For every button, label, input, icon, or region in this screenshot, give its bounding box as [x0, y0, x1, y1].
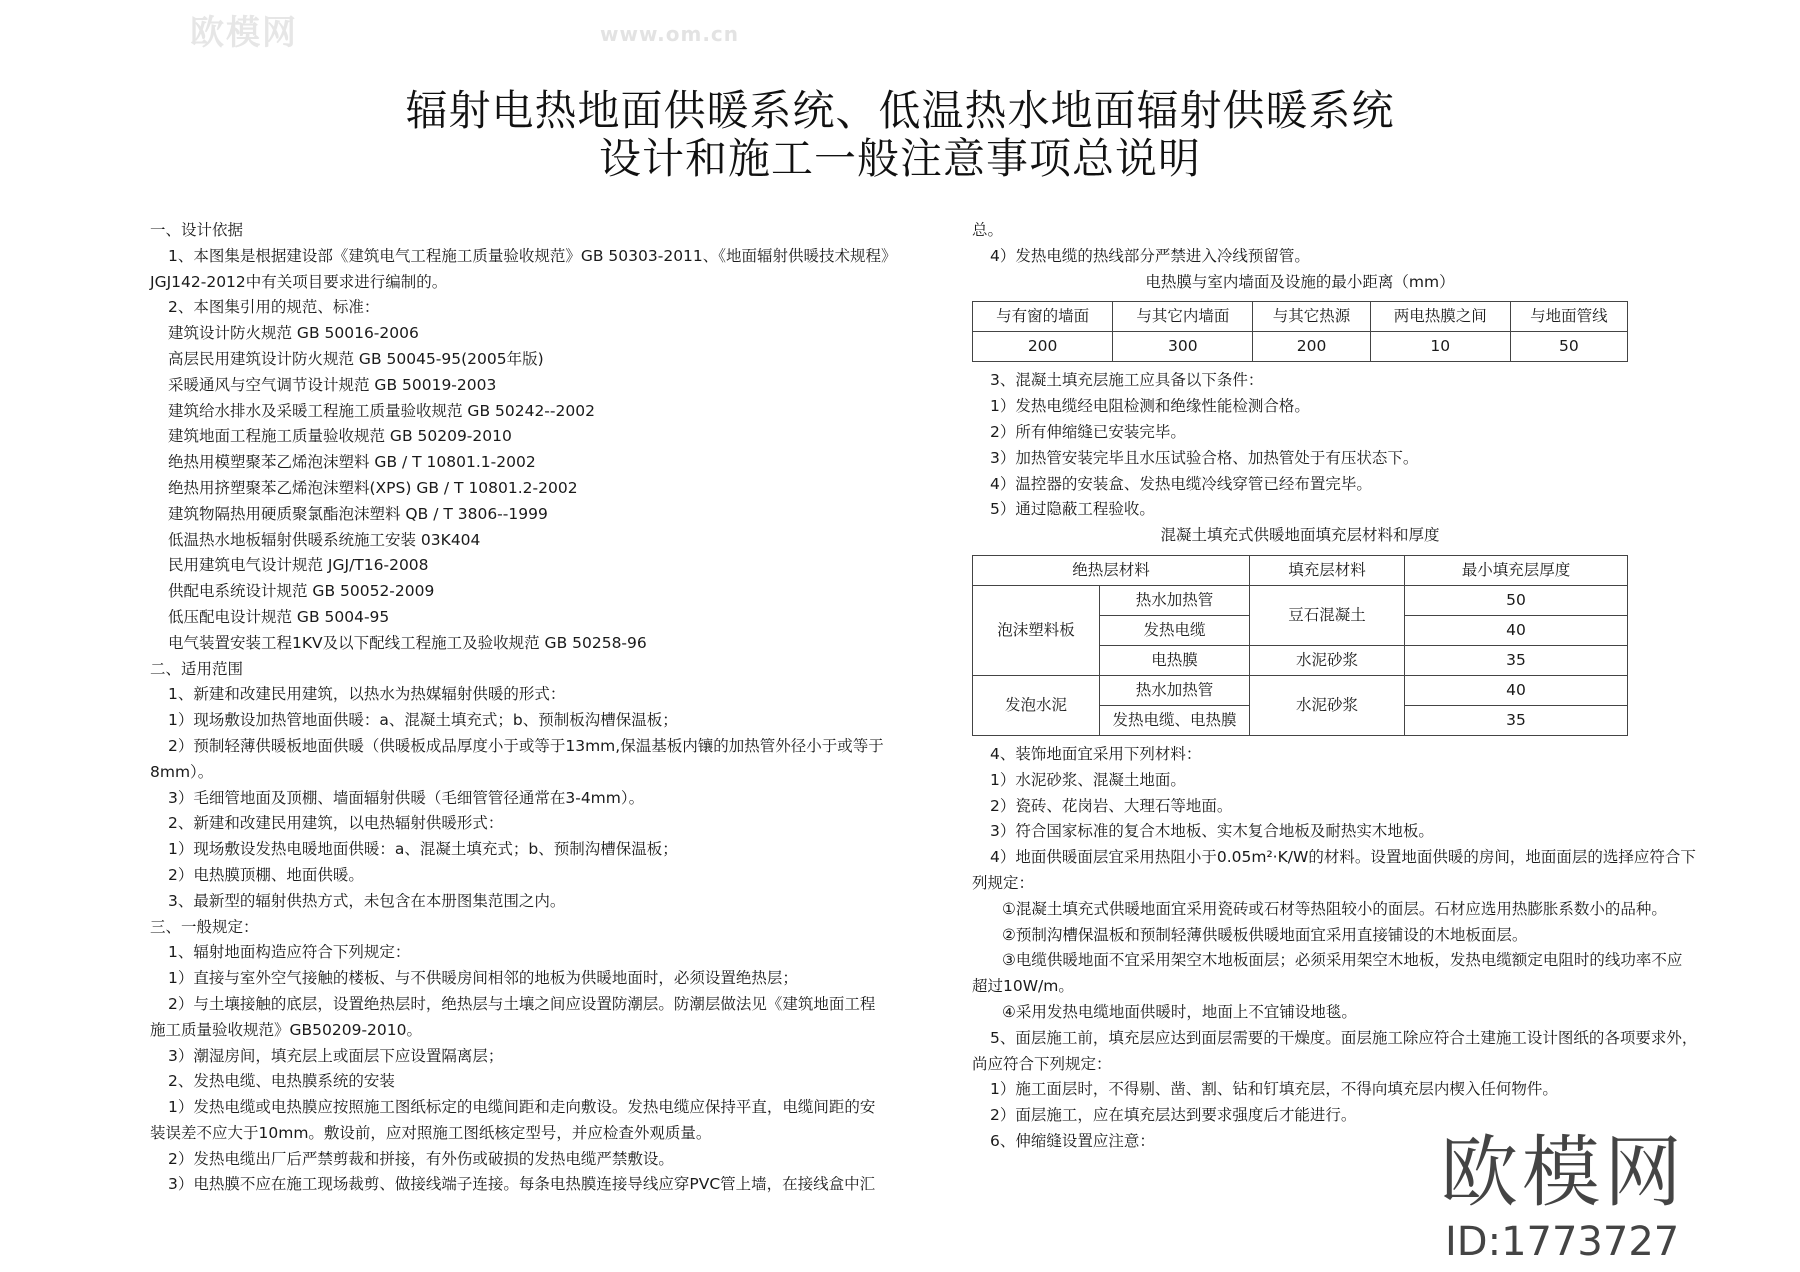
text-line: 5）通过隐蔽工程验收。 [990, 500, 1155, 519]
type-cell: 发热电缆 [1100, 615, 1250, 645]
text-line: 3）毛细管地面及顶棚、墙面辐射供暖（毛细管管径通常在3-4mm）。 [168, 788, 645, 807]
right-bottom-notes [972, 742, 1698, 1155]
thickness-cell: 50 [1405, 585, 1628, 615]
distance-header-cell: 与地面管线 [1510, 302, 1627, 332]
text-line: 3）电热膜不应在施工现场裁剪、做接线端子连接。每条电热膜连接导线应穿PVC管上墙，在接线盒中汇 [168, 1175, 876, 1194]
text-line: 1、新建和改建民用建筑，以热水为热媒辐射供暖的形式： [168, 685, 566, 704]
right-column [972, 218, 1698, 1155]
text-line: ④采用发热电缆地面供暖时，地面上不宜铺设地毯。 [1002, 1002, 1357, 1021]
distance-value-cell: 200 [1253, 332, 1370, 362]
watermark-url: www.om.cn [600, 22, 740, 46]
text-line: 2）所有伸缩缝已安装完毕。 [990, 422, 1186, 441]
text-line: 采暖通风与空气调节设计规范 GB 50019-2003 [168, 375, 497, 394]
text-line: ①混凝土填充式供暖地面宜采用瓷砖或石材等热阻较小的面层。石材应选用热膨胀系数小的品种。 [1002, 899, 1667, 918]
text-line: 4）地面供暖面层宜采用热阻小于0.05m²·K/W的材料。设置地面供暖的房间，地面面层的选择应符合下 [990, 848, 1696, 867]
table-row [973, 332, 1628, 362]
text-line: 建筑给水排水及采暖工程施工质量验收规范 GB 50242--2002 [168, 401, 595, 420]
type-cell: 热水加热管 [1100, 675, 1250, 705]
right-mid-notes [972, 368, 1632, 523]
type-cell: 热水加热管 [1100, 585, 1250, 615]
text-line: 1）发热电缆经电阻检测和绝缘性能检测合格。 [990, 397, 1310, 416]
distance-value-cell: 300 [1113, 332, 1253, 362]
text-line: 4）温控器的安装盒、发热电缆冷线穿管已经布置完毕。 [990, 474, 1372, 493]
distance-value-cell: 50 [1510, 332, 1627, 362]
text-line: 8mm）。 [150, 762, 214, 781]
text-line: 绝热用挤塑聚苯乙烯泡沫塑料(XPS) GB / T 10801.2-2002 [168, 478, 578, 497]
text-line: 3）符合国家标准的复合木地板、实木复合地板及耐热实木地板。 [990, 822, 1434, 841]
text-line: 超过10W/m。 [972, 977, 1074, 996]
section-heading: 三、一般规定： [150, 917, 259, 936]
section-heading: 一、设计依据 [150, 221, 244, 239]
text-line: 建筑地面工程施工质量验收规范 GB 50209-2010 [168, 427, 512, 446]
thickness-cell: 35 [1405, 705, 1628, 735]
text-line: 1）现场敷设发热电暖地面供暖：a、混凝土填充式；b、预制沟槽保温板； [168, 840, 678, 859]
text-line: 2、本图集引用的规范、标准： [168, 298, 380, 317]
table2-caption: 混凝土填充式供暖地面填充层材料和厚度 [1160, 526, 1440, 545]
fill-layer-table [972, 555, 1628, 736]
text-line: 3、最新型的辐射供热方式，未包含在本册图集范围之内。 [168, 891, 566, 910]
table1-caption: 电热膜与室内墙面及设施的最小距离（mm） [1145, 272, 1455, 291]
table-row [973, 675, 1628, 705]
type-cell: 发热电缆、电热膜 [1100, 705, 1250, 735]
text-line: 6、伸缩缝设置应注意： [990, 1131, 1155, 1150]
text-line: 3）潮湿房间，填充层上或面层下应设置隔离层； [168, 1046, 504, 1065]
fill-cell: 豆石混凝土 [1250, 585, 1405, 645]
min-distance-table [972, 301, 1628, 362]
table-row [973, 585, 1628, 615]
text-line: 1）直接与室外空气接触的楼板、与不供暖房间相邻的地板为供暖地面时，必须设置绝热层； [168, 969, 798, 988]
text-line: 2）发热电缆出厂后严禁剪裁和拼接，有外伤或破损的发热电缆严禁敷设。 [168, 1149, 674, 1168]
text-line: ②预制沟槽保温板和预制轻薄供暖板供暖地面宜采用直接铺设的木地板面层。 [1002, 925, 1528, 944]
header-thickness: 最小填充层厚度 [1405, 555, 1628, 585]
text-line: 2）与土壤接触的底层，设置绝热层时，绝热层与土壤之间应设置防潮层。防潮层做法见《建筑地面工程 [168, 994, 876, 1013]
distance-value-cell: 10 [1370, 332, 1510, 362]
text-line: 建筑设计防火规范 GB 50016-2006 [168, 324, 419, 343]
text-line: 供配电系统设计规范 GB 50052-2009 [168, 582, 435, 601]
text-line: 民用建筑电气设计规范 JGJ/T16-2008 [168, 556, 429, 575]
text-line: ③电缆供暖地面不宜采用架空木地板面层；必须采用架空木地板，发热电缆额定电阻时的线功率不应 [1002, 951, 1683, 970]
text-line: 1、辐射地面构造应符合下列规定： [168, 943, 411, 962]
type-cell: 电热膜 [1100, 645, 1250, 675]
text-line: 1）水泥砂浆、混凝土地面。 [990, 770, 1186, 789]
left-column [150, 218, 897, 1198]
text-line: 绝热用模塑聚苯乙烯泡沫塑料 GB / T 10801.1-2002 [168, 453, 536, 472]
text-line: 1）发热电缆或电热膜应按照施工图纸标定的电缆间距和走向敷设。发热电缆应保持平直，电缆间距的安 [168, 1098, 876, 1117]
text-line: 1）施工面层时，不得剔、凿、割、钻和钉填充层，不得向填充层内楔入任何物件。 [990, 1080, 1558, 1099]
distance-header-cell: 与其它热源 [1253, 302, 1370, 332]
distance-header-cell: 与有窗的墙面 [973, 302, 1113, 332]
thickness-cell: 40 [1405, 615, 1628, 645]
section-heading: 二、适用范围 [150, 659, 244, 678]
text-line: 2）面层施工，应在填充层达到要求强度后才能进行。 [990, 1106, 1357, 1125]
distance-value-cell: 200 [973, 332, 1113, 362]
brand-watermark: 欧模网 [1440, 1128, 1687, 1218]
text-line: 尚应符合下列规定： [972, 1054, 1112, 1073]
text-line: 5、面层施工前，填充层应达到面层需要的干燥度。面层施工除应符合土建施工设计图纸的各项要求外， [990, 1028, 1698, 1047]
text-line: 2、新建和改建民用建筑，以电热辐射供暖形式： [168, 814, 504, 833]
text-line: 低压配电设计规范 GB 5004-95 [168, 607, 390, 626]
right-top-notes [972, 218, 1632, 270]
header-insulation: 绝热层材料 [973, 555, 1250, 585]
material-cell: 发泡水泥 [973, 675, 1100, 735]
text-line: 4）发热电缆的热线部分严禁进入冷线预留管。 [990, 246, 1310, 265]
text-line: 电气装置安装工程1KV及以下配线工程施工及验收规范 GB 50258-96 [168, 633, 647, 652]
header-fill: 填充层材料 [1250, 555, 1405, 585]
fill-cell: 水泥砂浆 [1250, 675, 1405, 735]
thickness-cell: 35 [1405, 645, 1628, 675]
text-line: JGJ142-2012中有关项目要求进行编制的。 [150, 272, 448, 291]
distance-header-cell: 与其它内墙面 [1113, 302, 1253, 332]
title-line-1: 辐射电热地面供暖系统、低温热水地面辐射供暖系统 [405, 86, 1395, 135]
watermark-logo: 欧模网 [190, 13, 298, 53]
table-header-row [973, 302, 1628, 332]
text-line: 2）瓷砖、花岗岩、大理石等地面。 [990, 796, 1233, 815]
text-line: 装误差不应大于10mm。敷设前，应对照施工图纸核定型号，并应检查外观质量。 [150, 1123, 712, 1142]
text-line: 1）现场敷设加热管地面供暖：a、混凝土填充式；b、预制板沟槽保温板； [168, 711, 678, 730]
brand-id: ID:1773727 [1445, 1219, 1680, 1265]
text-line: 3、混凝土填充层施工应具备以下条件： [990, 371, 1264, 390]
table-header-row [973, 555, 1628, 585]
text-line: 2）电热膜顶棚、地面供暖。 [168, 865, 364, 884]
text-line: 1、本图集是根据建设部《建筑电气工程施工质量验收规范》GB 50303-2011、《地面辐射供暖技术规程》 [168, 246, 897, 265]
text-line: 列规定： [972, 873, 1035, 892]
thickness-cell: 40 [1405, 675, 1628, 705]
distance-header-cell: 两电热膜之间 [1370, 302, 1510, 332]
text-line: 4、装饰地面宜采用下列材料： [990, 744, 1202, 763]
text-line: 2、发热电缆、电热膜系统的安装 [168, 1072, 395, 1091]
material-cell: 泡沫塑料板 [973, 585, 1100, 675]
text-line: 施工质量验收规范》GB50209-2010。 [150, 1020, 422, 1039]
text-line: 低温热水地板辐射供暖系统施工安装 03K404 [168, 530, 481, 549]
text-line: 3）加热管安装完毕且水压试验合格、加热管处于有压状态下。 [990, 448, 1419, 467]
text-line: 建筑物隔热用硬质聚氯酯泡沫塑料 QB / T 3806--1999 [168, 504, 548, 523]
text-line: 2）预制轻薄供暖板地面供暖（供暖板成品厚度小于或等于13mm,保温基板内镶的加热管外径小于或等于 [168, 736, 884, 755]
text-line: 总。 [972, 221, 1004, 239]
fill-cell: 水泥砂浆 [1250, 645, 1405, 675]
text-line: 高层民用建筑设计防火规范 GB 50045-95(2005年版) [168, 349, 544, 368]
title-line-2: 设计和施工一般注意事项总说明 [598, 134, 1201, 183]
